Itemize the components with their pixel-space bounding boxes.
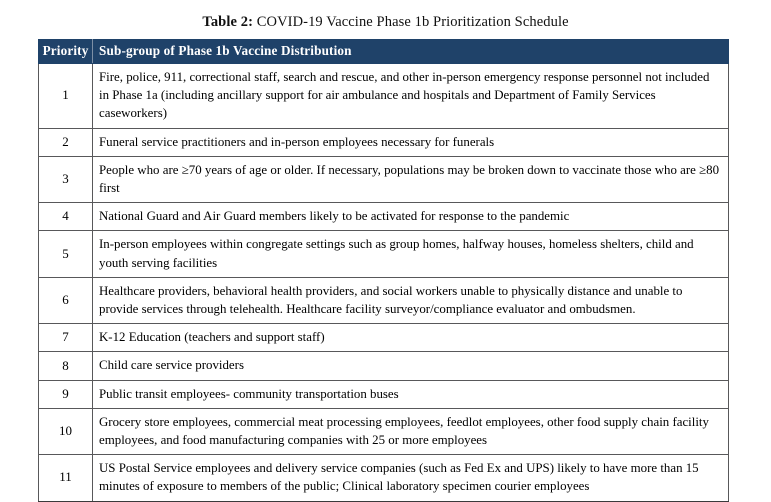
cell-subgroup: Healthcare providers, behavioral health providers, and social workers unable to physically distance and unable to provide services through telehealth. Healthcare facility surveyor/compliance evaluator and ombudsmen. [93, 277, 729, 323]
cell-priority: 10 [39, 408, 93, 454]
cell-priority: 5 [39, 231, 93, 277]
cell-subgroup: US Postal Service employees and delivery service companies (such as Fed Ex and UPS) likely to have more than 15 minutes of exposure to members of the public; Clinical laboratory specimen courier employees [93, 455, 729, 501]
table-row [39, 203, 729, 231]
cell-priority: 2 [39, 128, 93, 156]
cell-priority: 4 [39, 203, 93, 231]
table-row [39, 128, 729, 156]
table-row [39, 408, 729, 454]
cell-priority: 1 [39, 64, 93, 129]
cell-subgroup: Public transit employees- community transportation buses [93, 380, 729, 408]
table-caption [0, 13, 771, 31]
cell-priority: 7 [39, 324, 93, 352]
cell-subgroup: Fire, police, 911, correctional staff, search and rescue, and other in-person emergency response personnel not included in Phase 1a (including ancillary support for air ambulance and hospitals and Department of Family Services caseworkers) [93, 64, 729, 129]
table-row [39, 455, 729, 501]
table-caption-text: COVID-19 Vaccine Phase 1b Prioritization Schedule [256, 14, 569, 30]
table-row [39, 352, 729, 380]
column-header-subgroup: Sub-group of Phase 1b Vaccine Distribution [93, 40, 729, 64]
cell-subgroup: National Guard and Air Guard members likely to be activated for response to the pandemic [93, 203, 729, 231]
table-row [39, 324, 729, 352]
cell-subgroup: Funeral service practitioners and in-person employees necessary for funerals [93, 128, 729, 156]
table-caption-label: Table 2: [202, 14, 253, 30]
table-body [39, 64, 729, 502]
cell-subgroup: Child care service providers [93, 352, 729, 380]
table-row [39, 231, 729, 277]
cell-subgroup: People who are ≥70 years of age or older. If necessary, populations may be broken down to vaccinate those who are ≥80 first [93, 156, 729, 202]
cell-priority: 3 [39, 156, 93, 202]
table-header [39, 40, 729, 64]
cell-priority: 11 [39, 455, 93, 501]
cell-subgroup: K-12 Education (teachers and support staff) [93, 324, 729, 352]
table-row [39, 277, 729, 323]
cell-subgroup: In-person employees within congregate settings such as group homes, halfway houses, homeless shelters, child and youth serving facilities [93, 231, 729, 277]
prioritization-schedule-table [38, 39, 729, 502]
table-header-row [39, 40, 729, 64]
table-row [39, 64, 729, 129]
cell-priority: 6 [39, 277, 93, 323]
table-row [39, 156, 729, 202]
cell-subgroup: Grocery store employees, commercial meat processing employees, feedlot employees, other food supply chain facility employees, and food manufacturing companies with 25 or more employees [93, 408, 729, 454]
column-header-priority: Priority [39, 40, 93, 64]
cell-priority: 8 [39, 352, 93, 380]
cell-priority: 9 [39, 380, 93, 408]
table-row [39, 380, 729, 408]
